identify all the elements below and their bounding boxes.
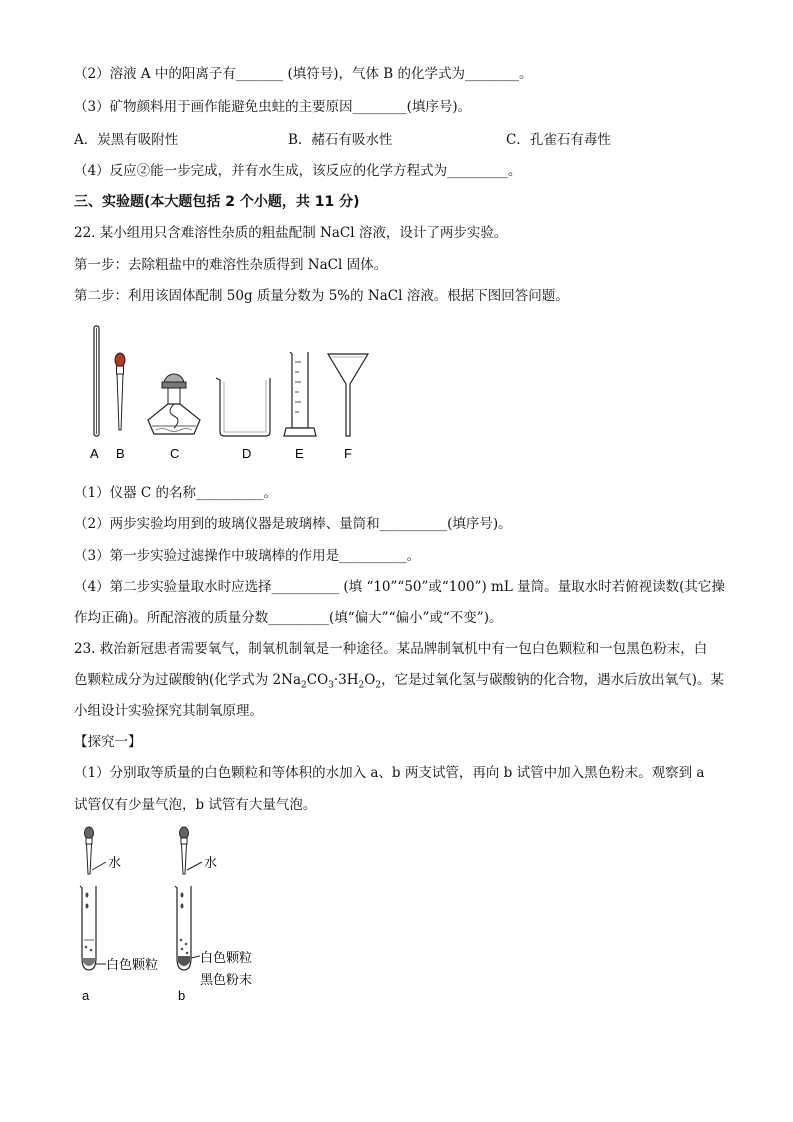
white-granules-label-a: 白色颗粒	[106, 957, 159, 972]
apparatus-label-c: C	[170, 446, 180, 461]
q23-intro-line1: 23. 救治新冠患者需要氧气，制氧机制氧是一种途径。某品牌制氧机中有一包白色颗粒和一包黑色粉末，白	[74, 641, 708, 657]
q22-step2: 第二步：利用该固体配制 50g 质量分数为 5%的 NaCl 溶液。根据下图回答问题。	[74, 288, 569, 304]
q22-intro: 22. 某小组用只含难溶性杂质的粗盐配制 NaCl 溶液，设计了两步实验。	[74, 225, 508, 241]
test-tube-b-icon	[175, 886, 191, 970]
formula-sub: 2	[375, 680, 382, 691]
formula-part: O	[364, 672, 376, 688]
dropper-icon	[180, 827, 189, 874]
formula-part: CO	[306, 672, 329, 688]
tube-label-b: b	[178, 988, 186, 1003]
q22-part3: （3）第一步实验过滤操作中玻璃棒的作用是__________。	[74, 548, 421, 564]
apparatus-label-d: D	[242, 446, 252, 461]
q23-intro-line2-end: ，它是过氧化氢与碳酸钠的化合物，遇水后放出氧气)。某	[381, 672, 724, 688]
black-powder-label-b: 黑色粉末	[200, 972, 253, 987]
apparatus-figure	[82, 322, 382, 467]
dropper-icon	[115, 353, 125, 430]
q21-option-a: A．炭黑有吸附性	[74, 132, 179, 148]
beaker-icon	[216, 378, 270, 436]
apparatus-label-a: A	[90, 446, 99, 461]
q21-option-c: C．孔雀石有毒性	[506, 132, 611, 148]
water-label-a: 水	[108, 855, 122, 870]
q21-part4: （4）反应②能一步完成，并有水生成，该反应的化学方程式为_________。	[74, 163, 522, 179]
test-tube-a-icon	[80, 886, 96, 970]
formula-sub: 2	[301, 680, 307, 691]
q22-part2: （2）两步实验均用到的玻璃仪器是玻璃棒、量筒和__________(填序号)。	[74, 516, 512, 532]
q23-explore1-heading: 【探究一】	[74, 734, 142, 750]
tube-label-a: a	[82, 988, 90, 1003]
q21-part2: （2）溶液 A 中的阳离子有_______ (填符号)，气体 B 的化学式为________。	[74, 66, 533, 82]
funnel-icon	[328, 354, 368, 436]
q22-part1: （1）仪器 C 的名称__________。	[74, 485, 278, 501]
apparatus-label-f: F	[344, 446, 352, 461]
glass-rod-icon	[94, 326, 99, 436]
formula-part: ·3H	[333, 672, 359, 688]
q23-intro-line2	[74, 671, 724, 695]
q22-part4-line2: 作均正确)。所配溶液的质量分数_________(填“偏大”“偏小”或“不变”)。	[74, 610, 503, 626]
dropper-icon	[85, 827, 94, 874]
white-granules-label-b: 白色颗粒	[200, 950, 253, 965]
graduated-cylinder-icon	[284, 352, 316, 436]
test-tube-figure	[70, 822, 280, 1007]
q21-option-b: B．赭石有吸水性	[288, 132, 393, 148]
q22-part4-line1: （4）第二步实验量取水时应选择__________ (填 “10”“50”或“100”) mL 量筒。量取水时若俯视读数(其它操	[74, 579, 725, 595]
formula-sub: 2	[358, 680, 365, 691]
q22-step1: 第一步：去除粗盐中的难溶性杂质得到 NaCl 固体。	[74, 257, 388, 273]
formula-sub: 3	[328, 680, 334, 691]
q21-part3: （3）矿物颜料用于画作能避免虫蛀的主要原因________(填序号)。	[74, 99, 472, 115]
water-label-b: 水	[204, 855, 218, 870]
q23-part1-line2: 试管仅有少量气泡，b 试管有大量气泡。	[74, 797, 317, 813]
apparatus-label-b: B	[116, 446, 125, 461]
q23-part1-line1: （1）分别取等质量的白色颗粒和等体积的水加入 a、b 两支试管，再向 b 试管中加入黑色粉末。观察到 a	[74, 765, 705, 781]
alcohol-lamp-icon	[148, 374, 200, 434]
section3-title: 三、实验题(本大题包括 2 个小题，共 11 分)	[74, 194, 360, 210]
q23-intro-line2-start: 色颗粒成分为过碳酸钠(化学式为 2Na	[74, 672, 302, 688]
apparatus-label-e: E	[295, 446, 304, 461]
q23-intro-line3: 小组设计实验探究其制氧原理。	[74, 703, 263, 719]
